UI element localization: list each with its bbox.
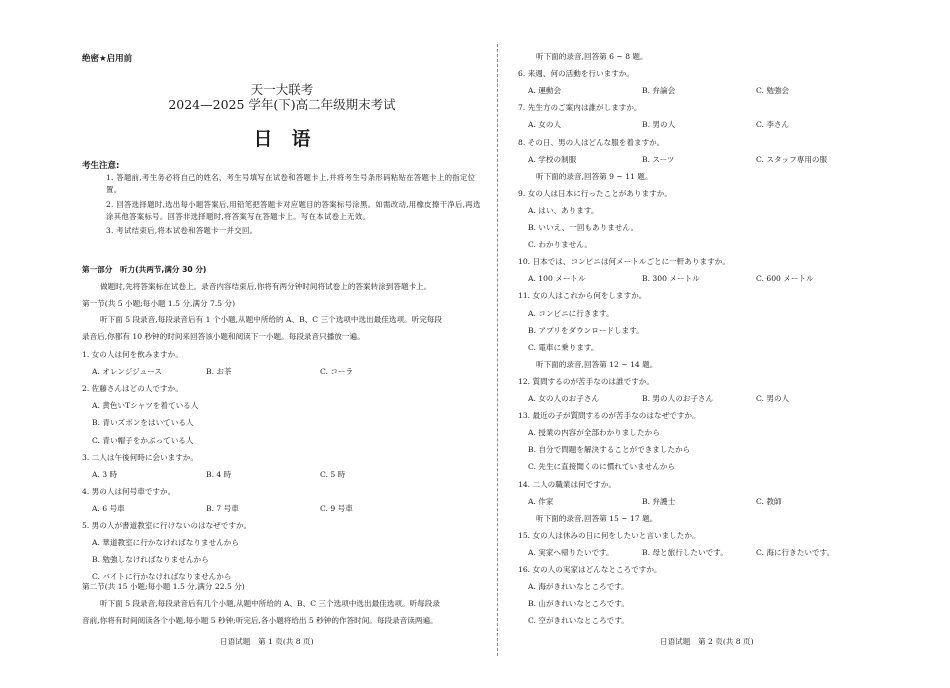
answer-option: C. 空がきれいなところです。 xyxy=(528,616,629,626)
question-stem: 3. 二人は午後何時に会いますか。 xyxy=(82,452,198,462)
answer-option: A. 華道教室に行かなければなりませんから xyxy=(92,538,239,548)
question-stem: 14. 二人の職業は何ですか。 xyxy=(518,479,617,489)
answer-option: B. 4 時 xyxy=(206,469,232,479)
answer-option: B. 山がきれいなところです。 xyxy=(528,599,629,609)
answer-option: A. はい、あります。 xyxy=(528,205,599,215)
answer-option: C. コーラ xyxy=(320,367,354,377)
page-footer-left: 日语试题 第 1 页(共 8 页) xyxy=(220,637,314,646)
answer-option: C. 勉強会 xyxy=(756,86,790,96)
answer-option: A. オレンジジュース xyxy=(92,367,162,377)
answer-option: C. 青い帽子をかぶっている人 xyxy=(92,435,194,445)
confidential-mark: 绝密★启用前 xyxy=(82,54,133,64)
answer-option: B. 男の人 xyxy=(642,120,676,130)
question-stem: 16. 女の人の実家はどんなところですか。 xyxy=(518,565,662,574)
answer-option: A. 女の人のお子さん xyxy=(528,394,600,403)
section2-instruction: 音前,你将有时间阅读各个小题,每小题 5 秒钟;听完后,各小题将给出 5 秒钟的作答时间。每段录音读两遍。 xyxy=(82,616,438,625)
section1-heading: 第一节(共 5 小题;每小题 1.5 分,满分 7.5 分) xyxy=(82,299,236,308)
answer-option: A. 実家へ帰りたいです。 xyxy=(528,547,614,557)
exam-title: 2024—2025 学年(下)高二年级期末考试 xyxy=(168,97,396,112)
listening-intro: 听下面的录音,回答第 15 ~ 17 题。 xyxy=(536,513,658,523)
answer-option: B. 青いズボンをはいている人 xyxy=(92,418,194,428)
answer-option: A. 作家 xyxy=(528,496,554,506)
section2-heading: 第二节(共 15 小题;每小题 1.5 分,满分 22.5 分) xyxy=(82,582,245,591)
question-stem: 10. 日本では、コンビニは何メートルごとに一軒ありますか。 xyxy=(518,257,730,267)
answer-option: B. 母と旅行したいです。 xyxy=(642,547,728,557)
answer-option: C. 教師 xyxy=(756,496,782,506)
question-stem: 1. 女の人は何を飲みますか。 xyxy=(82,350,183,359)
answer-option: A. コンビニに行きます。 xyxy=(528,308,614,318)
answer-option: B. アプリをダウンロードします。 xyxy=(528,325,644,335)
page-divider xyxy=(497,44,498,656)
part1-heading: 第一部分 听力(共两节,满分 30 分) xyxy=(82,265,207,274)
answer-option: B. お茶 xyxy=(206,367,232,377)
answer-option: A. 授業の内容が全部わかりましたから xyxy=(528,428,660,438)
answer-option: A. 3 時 xyxy=(92,469,118,479)
answer-option: B. 勉強しなければなりませんから xyxy=(92,555,209,565)
section2-instruction: 听下面 5 段录音,每段录音后有几个小题,从题中所给的 A、B、C 三个选项中选出最佳选项。听每段录 xyxy=(100,599,440,608)
answer-option: B. 7 号車 xyxy=(206,503,239,513)
answer-option: C. 5 時 xyxy=(320,469,346,479)
answer-option: C. バイトに行かなければなりませんから xyxy=(92,572,232,582)
right-page xyxy=(518,0,918,688)
answer-option: C. 先生に直接聞くのに慣れていませんから xyxy=(528,462,676,472)
question-stem: 4. 男の人は何号車ですか。 xyxy=(82,486,176,496)
section1-instruction: 录音后,你都有 10 秒钟的时间来回答该小题和阅读下一小题。每段录音只播放一遍。 xyxy=(82,332,365,341)
answer-option: A. 学校の制服 xyxy=(528,154,577,164)
notice-item: 2. 回答选择题时,选出每小题答案后,用铅笔把答题卡对应题目的答案标号涂黑。如需改动,用橡皮擦干净后,再选涂其他答案标号。回答非选择题时,将答案写在答题卡上。写在本试卷上无效。 xyxy=(106,200,481,221)
answer-option: C. 9 号車 xyxy=(320,503,353,513)
listening-intro: 听下面的录音,回答第 6 ~ 8 题。 xyxy=(536,52,648,61)
question-stem: 15. 女の人は休みの日に何をしたいと言いましたか。 xyxy=(518,530,700,540)
question-stem: 12. 質問するのが苦手なのは誰ですか。 xyxy=(518,376,654,386)
question-stem: 5. 男の人が書道教室に行けないのはなぜですか。 xyxy=(82,521,252,530)
answer-option: A. 100 メートル xyxy=(528,274,586,284)
notice-item: 3. 考试结束后,将本试卷和答题卡一并交回。 xyxy=(106,226,258,235)
answer-option: B. 弁論会 xyxy=(642,86,676,96)
left-page xyxy=(82,0,482,688)
question-stem: 9. 女の人は日本に行ったことがありますか。 xyxy=(518,188,672,198)
answer-option: B. 自分で問題を解決することができましたから xyxy=(528,445,691,455)
answer-option: C. わかりません。 xyxy=(528,240,592,250)
question-stem: 13. 最近の子が質問するのが苦手なのはなぜですか。 xyxy=(518,411,700,421)
question-stem: 6. 来週、何の活動を行いますか。 xyxy=(518,69,634,79)
part1-intro: 做题时,先将答案标在试卷上。录音内容结束后,你将有两分钟时间将试卷上的答案转涂到答题卡上。 xyxy=(100,282,432,291)
answer-option: B. スーツ xyxy=(642,154,675,164)
answer-option: A. 女の人 xyxy=(528,120,562,130)
answer-option: C. 海に行きたいです。 xyxy=(756,547,835,557)
question-stem: 7. 先生方のご案内は誰がしますか。 xyxy=(518,103,642,113)
answer-option: B. 弁護士 xyxy=(642,496,676,506)
answer-option: B. 300 メートル xyxy=(642,274,700,284)
listening-intro: 听下面的录音,回答第 12 ~ 14 题。 xyxy=(536,359,658,369)
page-footer-right: 日语试题 第 2 页(共 8 页) xyxy=(660,637,754,646)
listening-intro: 听下面的录音,回答第 9 ~ 11 题。 xyxy=(536,171,653,181)
answer-option: B. 男の人のお子さん xyxy=(642,394,714,403)
answer-option: B. いいえ、一回もありません。 xyxy=(528,223,639,232)
answer-option: C. 男の人 xyxy=(756,394,790,403)
question-stem: 8. その日、男の人はどんな服を着ますか。 xyxy=(518,137,665,147)
answer-option: C. 600 メートル xyxy=(756,274,814,284)
answer-option: C. スタッフ専用の服 xyxy=(756,154,828,164)
exam-name: 天一大联考 xyxy=(250,82,314,97)
notice-heading: 考生注意: xyxy=(82,161,120,171)
answer-option: C. 電車に乗ります。 xyxy=(528,342,599,352)
question-stem: 11. 女の人はこれから何をしますか。 xyxy=(518,291,647,301)
answer-option: A. 黄色いTシャツを着ている人 xyxy=(92,401,199,411)
answer-option: A. 海がきれいなところです。 xyxy=(528,582,629,592)
answer-option: C. 李さん xyxy=(756,120,790,130)
section1-instruction: 听下面 5 段录音,每段录音后有 1 个小题,从题中所给的 A、B、C 三个选项中选出最佳选项。听完每段 xyxy=(100,315,442,324)
notice-item: 1. 答题前,考生务必将自己的姓名、考生号填写在试卷和答题卡上,并将考生号条形码粘贴在答题卡上的指定位置。 xyxy=(106,173,476,194)
subject-title: 日 语 xyxy=(253,128,311,150)
question-stem: 2. 佐藤さんはどの人ですか。 xyxy=(82,384,183,394)
answer-option: A. 運動会 xyxy=(528,86,562,96)
answer-option: A. 6 号車 xyxy=(92,503,125,513)
